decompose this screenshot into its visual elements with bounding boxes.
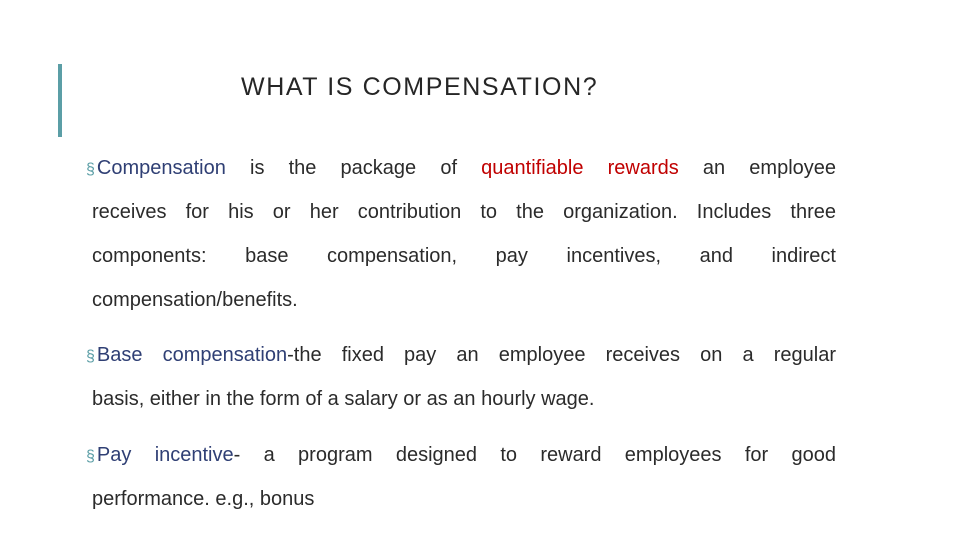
- bullet-compensation: [86, 153, 836, 329]
- bullet-line: receives for his or her contribution to the organization. Includes three: [92, 201, 836, 223]
- bullet-marker-icon: §: [86, 448, 95, 465]
- bullet-text: - a program designed to reward employees for good: [233, 444, 836, 466]
- bullet-text: an employee: [678, 157, 837, 179]
- slide-title: WHAT IS COMPENSATION?: [241, 73, 599, 101]
- bullet-text: -the fixed pay an employee receives on a regular: [287, 344, 836, 366]
- bullet-line: [86, 340, 836, 384]
- bullet-marker-icon: §: [86, 161, 95, 178]
- bullet-pay-incentive: [86, 440, 836, 528]
- bullet-line: performance. e.g., bonus: [92, 488, 315, 510]
- bullet-line: basis, either in the form of a salary or as an hourly wage.: [92, 388, 595, 410]
- bullet-line: [86, 440, 836, 484]
- bullet-line: components: base compensation, pay incentives, and indirect: [92, 245, 836, 267]
- highlighted-phrase: quantifiable rewards: [481, 157, 679, 179]
- bullet-base-compensation: [86, 340, 836, 428]
- title-accent-bar: [58, 64, 62, 137]
- bullet-term: Compensation: [96, 157, 226, 179]
- bullet-text: is the package of: [225, 157, 482, 179]
- bullet-marker-icon: §: [86, 348, 95, 365]
- bullet-line: compensation/benefits.: [92, 289, 298, 311]
- bullet-line: [86, 153, 836, 197]
- bullet-term: Pay incentive: [96, 444, 234, 466]
- bullet-term: Base compensation: [96, 344, 288, 366]
